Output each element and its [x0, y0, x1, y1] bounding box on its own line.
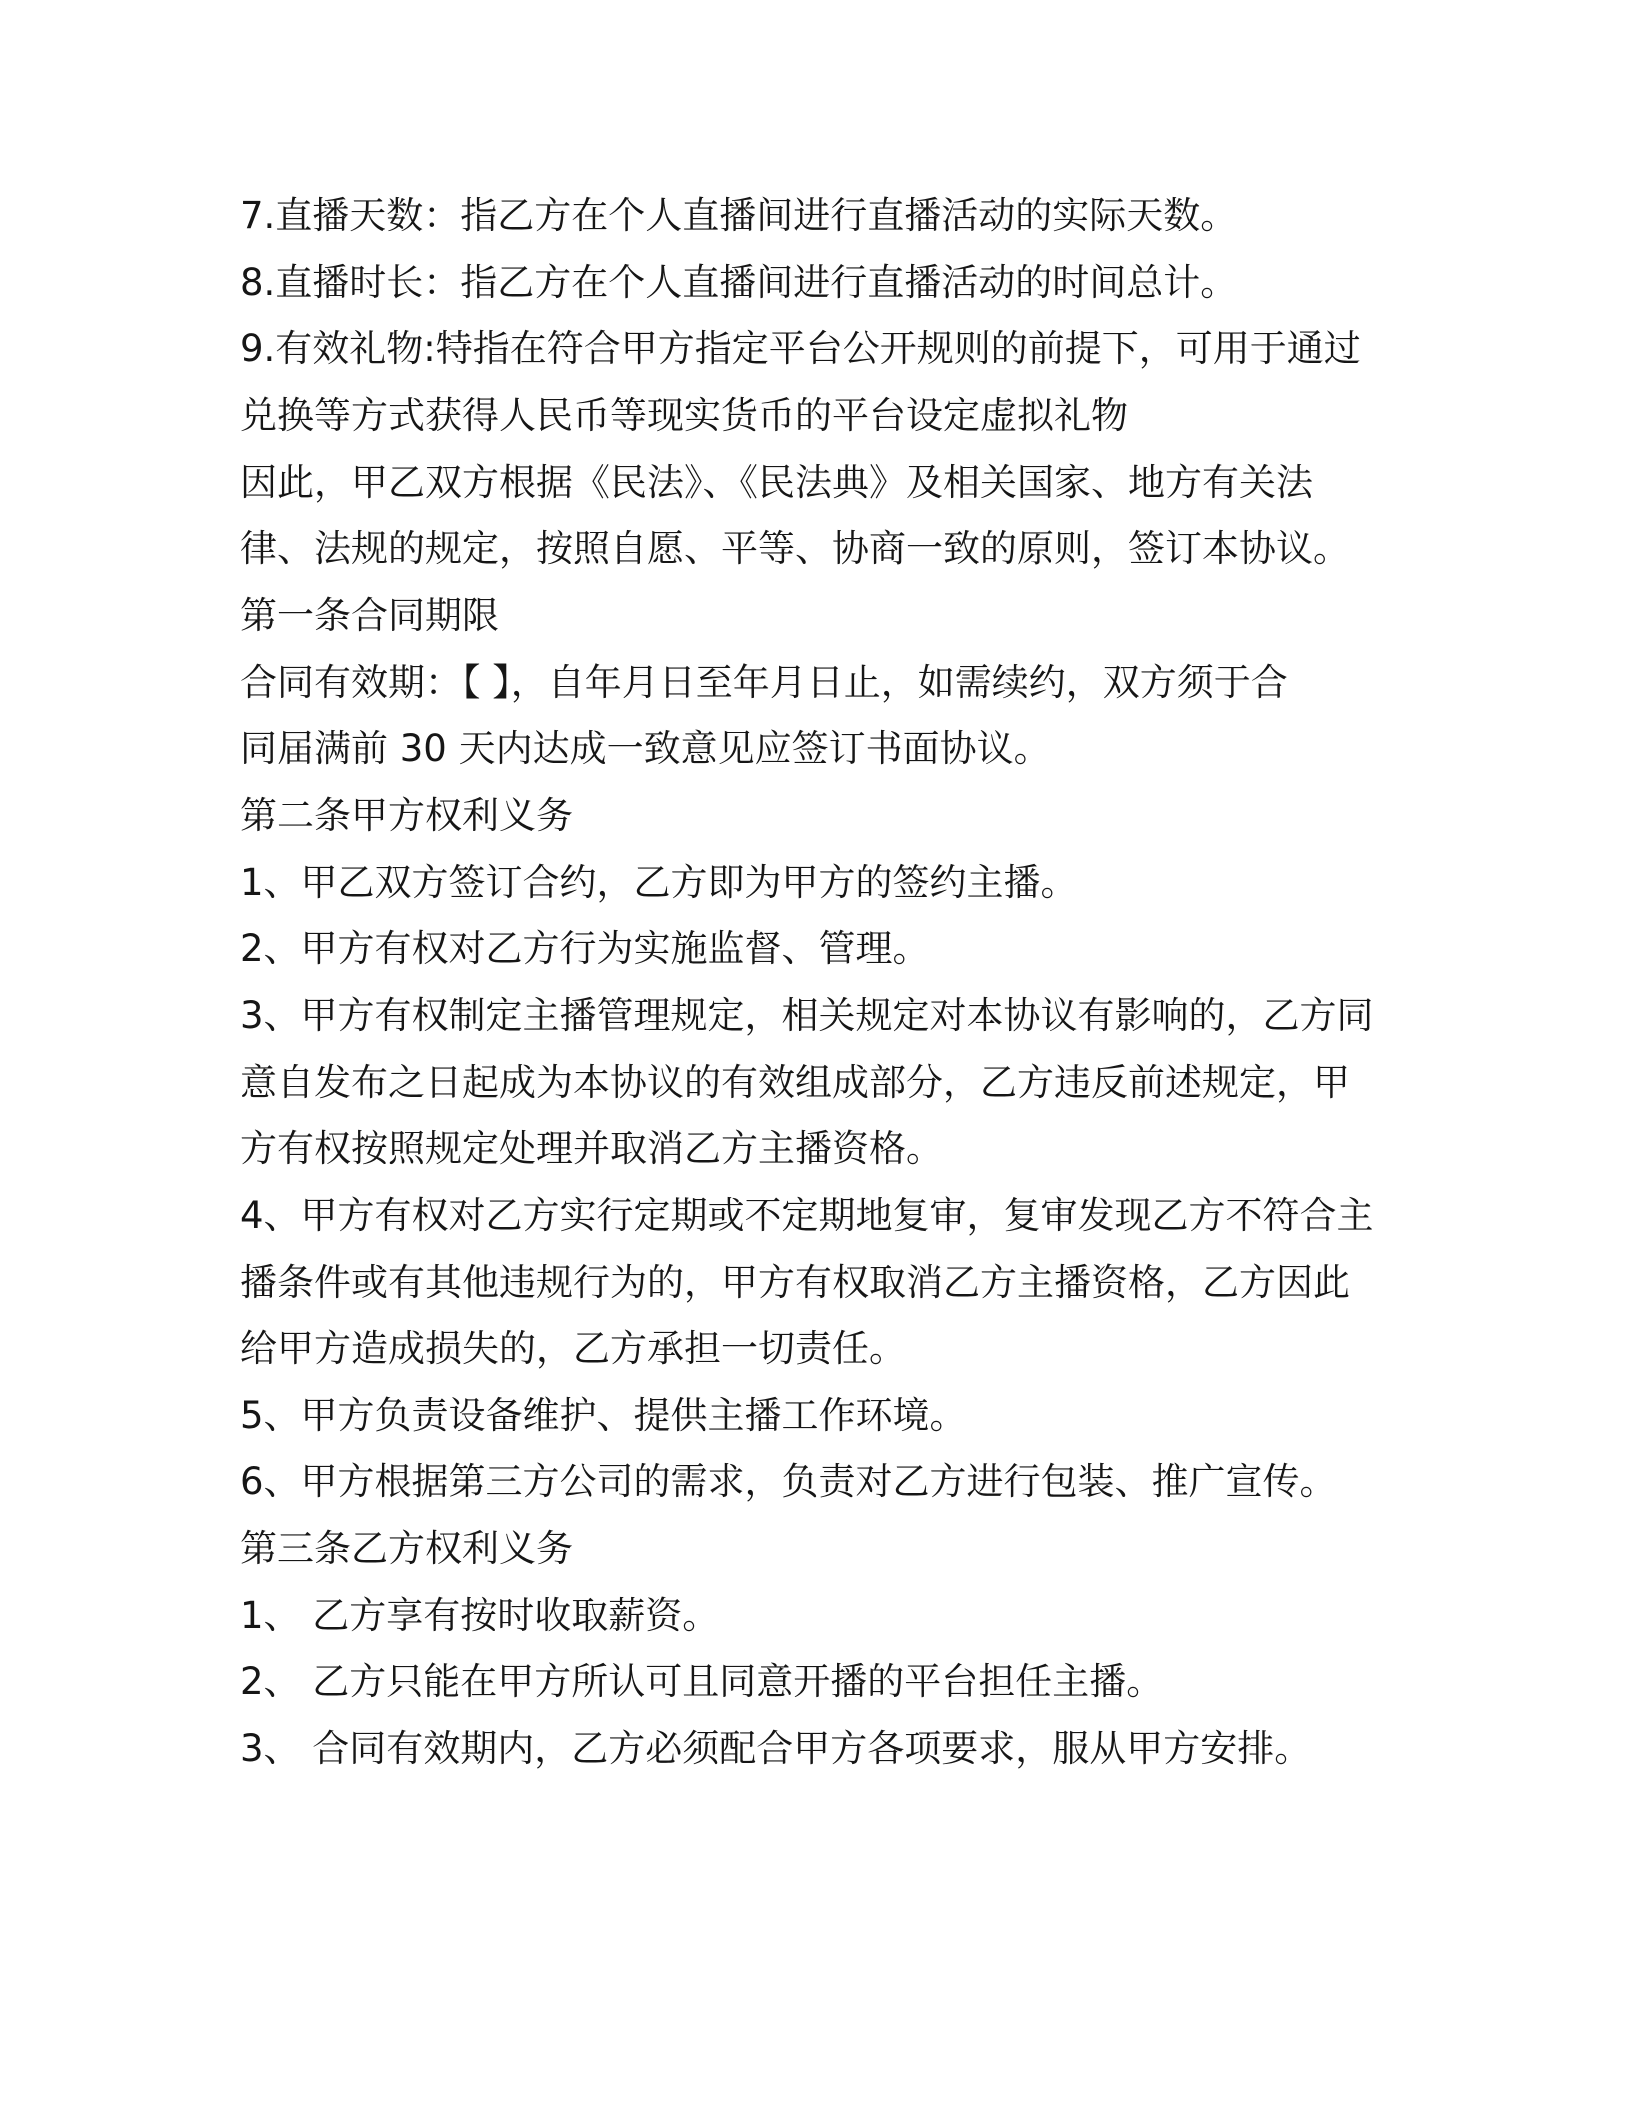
party-a-item-4	[240, 1183, 1440, 1383]
definition-item-7	[240, 183, 1440, 250]
text-line: 合同有效期：【 】，自年月日至年月日止，如需续约，双方须于合	[240, 660, 1288, 704]
party-a-item-6	[240, 1449, 1440, 1516]
document-page	[240, 183, 1440, 1783]
text-line: 兑换等方式获得人民币等现实货币的平台设定虚拟礼物	[240, 393, 1128, 437]
text-line: 6、甲方根据第三方公司的需求，负责对乙方进行包装、推广宣传。	[240, 1460, 1337, 1504]
text-line: 意自发布之日起成为本协议的有效组成部分，乙方违反前述规定，甲	[240, 1060, 1350, 1104]
party-a-item-5	[240, 1383, 1440, 1450]
text-line: 9.有效礼物:特指在符合甲方指定平台公开规则的前提下，可用于通过	[240, 327, 1361, 371]
text-line: 律、法规的规定，按照自愿、平等、协商一致的原则，签订本协议。	[240, 527, 1350, 571]
party-a-item-2	[240, 916, 1440, 983]
text-line: 同届满前 30 天内达成一致意见应签订书面协议。	[240, 727, 1051, 771]
text-line: 5、甲方负责设备维护、提供主播工作环境。	[240, 1393, 967, 1437]
text-line: 8.直播时长：指乙方在个人直播间进行直播活动的时间总计。	[240, 260, 1238, 304]
contract-term-paragraph	[240, 650, 1440, 783]
text-line: 2、 乙方只能在甲方所认可且同意开播的平台担任主播。	[240, 1660, 1164, 1704]
text-line: 7.直播天数：指乙方在个人直播间进行直播活动的实际天数。	[240, 194, 1238, 237]
party-b-item-3	[240, 1716, 1440, 1783]
text-line: 3、 合同有效期内，乙方必须配合甲方各项要求，服从甲方安排。	[240, 1727, 1312, 1771]
text-line: 因此，甲乙双方根据《民法》、《民法典》及相关国家、地方有关法	[240, 460, 1313, 504]
definition-item-8	[240, 250, 1440, 317]
section-heading: 第一条合同期限	[240, 593, 499, 637]
section-heading: 第三条乙方权利义务	[240, 1527, 573, 1571]
text-line: 给甲方造成损失的，乙方承担一切责任。	[240, 1327, 906, 1371]
text-line: 1、甲乙双方签订合约，乙方即为甲方的签约主播。	[240, 860, 1078, 904]
definition-item-9	[240, 316, 1440, 449]
article-3-heading	[240, 1516, 1440, 1583]
preamble-paragraph	[240, 450, 1440, 583]
text-line: 播条件或有其他违规行为的，甲方有权取消乙方主播资格，乙方因此	[240, 1260, 1350, 1304]
text-line: 4、甲方有权对乙方实行定期或不定期地复审，复审发现乙方不符合主	[240, 1193, 1374, 1237]
article-1-heading	[240, 583, 1440, 650]
article-2-heading	[240, 783, 1440, 850]
section-heading: 第二条甲方权利义务	[240, 793, 573, 837]
text-line: 2、甲方有权对乙方行为实施监督、管理。	[240, 927, 930, 971]
text-line: 3、甲方有权制定主播管理规定，相关规定对本协议有影响的，乙方同	[240, 993, 1374, 1037]
party-b-item-2	[240, 1649, 1440, 1716]
text-line: 方有权按照规定处理并取消乙方主播资格。	[240, 1127, 943, 1171]
text-line: 1、 乙方享有按时收取薪资。	[240, 1593, 720, 1637]
party-a-item-3	[240, 983, 1440, 1183]
party-a-item-1	[240, 850, 1440, 917]
party-b-item-1	[240, 1583, 1440, 1650]
